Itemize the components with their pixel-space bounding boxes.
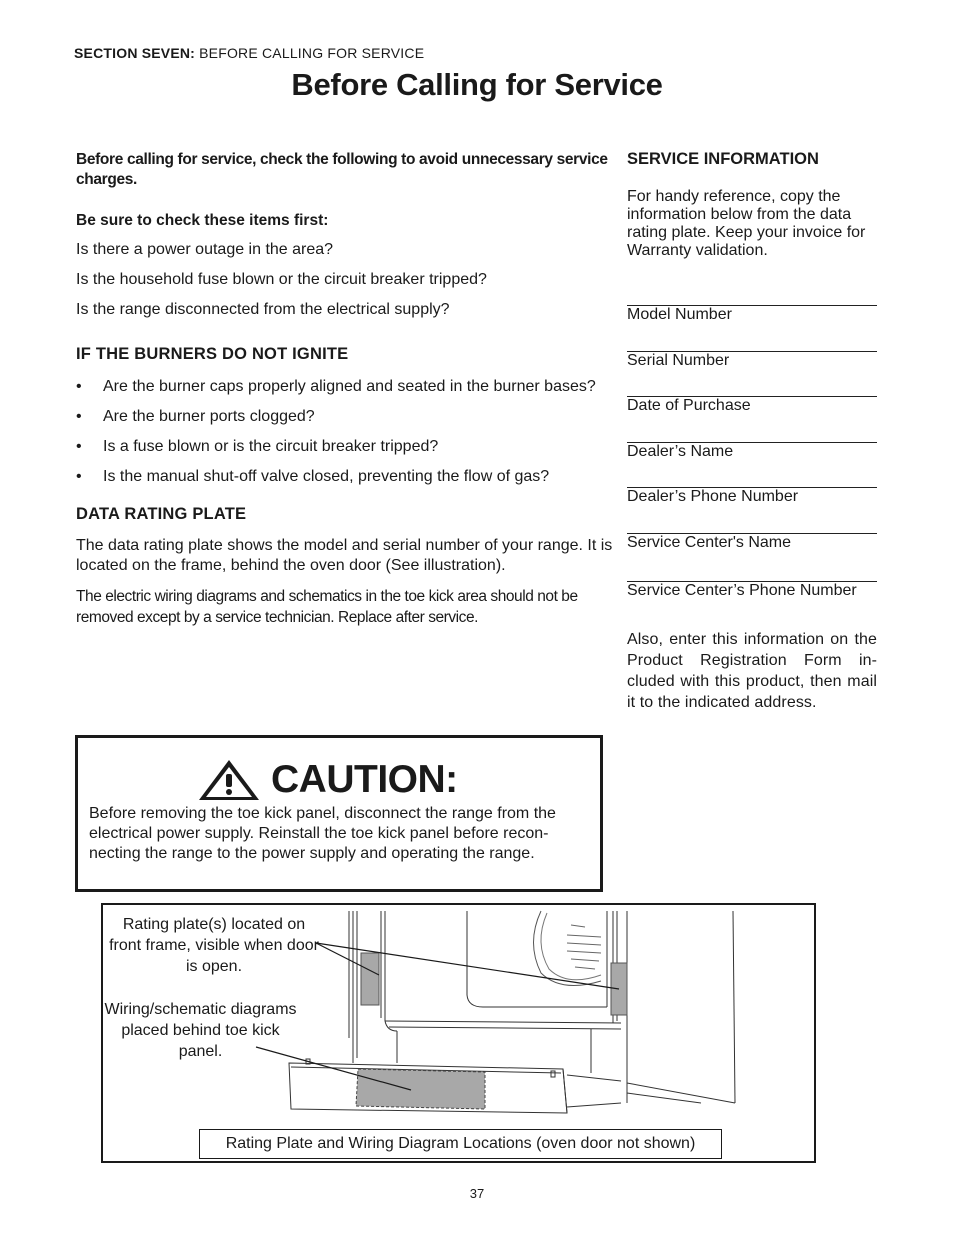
wiring-diagram-panel (356, 1069, 485, 1109)
dealer-phone-field[interactable]: Dealer’s Phone Number (627, 487, 877, 506)
service-center-name-field[interactable]: Service Center's Name (627, 533, 877, 552)
caution-title (197, 758, 458, 802)
list-item: • Are the burner caps properly aligned and seated in the burner bases? (76, 377, 616, 397)
model-number-field[interactable]: Model Number (627, 305, 877, 324)
right-column (627, 150, 877, 169)
caution-text: Before removing the toe kick panel, disconnect the range from the electrical power supply. Reinstall the toe kick panel before reconnecting the range to the power supply and operating the range. (89, 805, 556, 862)
service-center-phone-field[interactable]: Service Center’s Phone Number (627, 581, 877, 600)
check-first-heading: Be sure to check these items first: (76, 212, 329, 229)
figure-caption: Rating Plate and Wiring Diagram Locations (oven door not shown) (199, 1129, 722, 1159)
warning-triangle-icon (197, 758, 261, 802)
rating-plate-callout: Rating plate(s) located on front frame, visible when door is open. (109, 916, 319, 975)
data-plate-paragraph-1: The data rating plate shows the model and serial number of your range. It is located on the frame, behind the oven door (See illustration). (76, 537, 613, 574)
data-plate-paragraph-2: The electric wiring diagrams and schematics in the toe kick area should not be removed except by a service technician. Replace after service. (76, 588, 578, 626)
list-item: • Is a fuse blown or is the circuit breaker tripped? (76, 437, 616, 457)
burners-heading: IF THE BURNERS DO NOT IGNITE (76, 345, 349, 363)
serial-number-field[interactable]: Serial Number (627, 351, 877, 370)
registration-note: Also, enter this information on the Product Registration Form included with this product, then mail it to the indicated address. (627, 631, 877, 711)
data-plate-heading: DATA RATING PLATE (76, 505, 247, 523)
question-1: Is there a power outage in the area? (76, 241, 334, 258)
service-info-heading: SERVICE INFORMATION (627, 150, 819, 168)
question-3: Is the range disconnected from the electrical supply? (76, 301, 450, 318)
wiring-callout: Wiring/schematic diagrams placed behind toe kick panel. (104, 1001, 297, 1060)
caution-heading: CAUTION: (271, 758, 458, 801)
list-item: • Is the manual shut-off valve closed, preventing the flow of gas? (76, 467, 616, 487)
list-item: • Are the burner ports clogged? (76, 407, 616, 427)
burners-list (76, 377, 616, 497)
section-label-bold: SECTION SEVEN: (74, 45, 196, 61)
page-title: Before Calling for Service (291, 67, 663, 102)
intro-text: Before calling for service, check the following to avoid unnecessary service charges. (76, 151, 608, 188)
left-column (76, 150, 608, 319)
date-of-purchase-field[interactable]: Date of Purchase (627, 396, 877, 415)
rating-plate-left (361, 953, 379, 1005)
service-info-intro: For handy reference, copy the information below from the data rating plate. Keep your invoice for Warranty validation. (627, 188, 866, 259)
dealer-name-field[interactable]: Dealer’s Name (627, 442, 877, 461)
section-label-rest: BEFORE CALLING FOR SERVICE (195, 45, 425, 61)
page-number: 37 (469, 1186, 485, 1201)
section-label (74, 45, 424, 61)
question-2: Is the household fuse blown or the circuit breaker tripped? (76, 271, 487, 288)
